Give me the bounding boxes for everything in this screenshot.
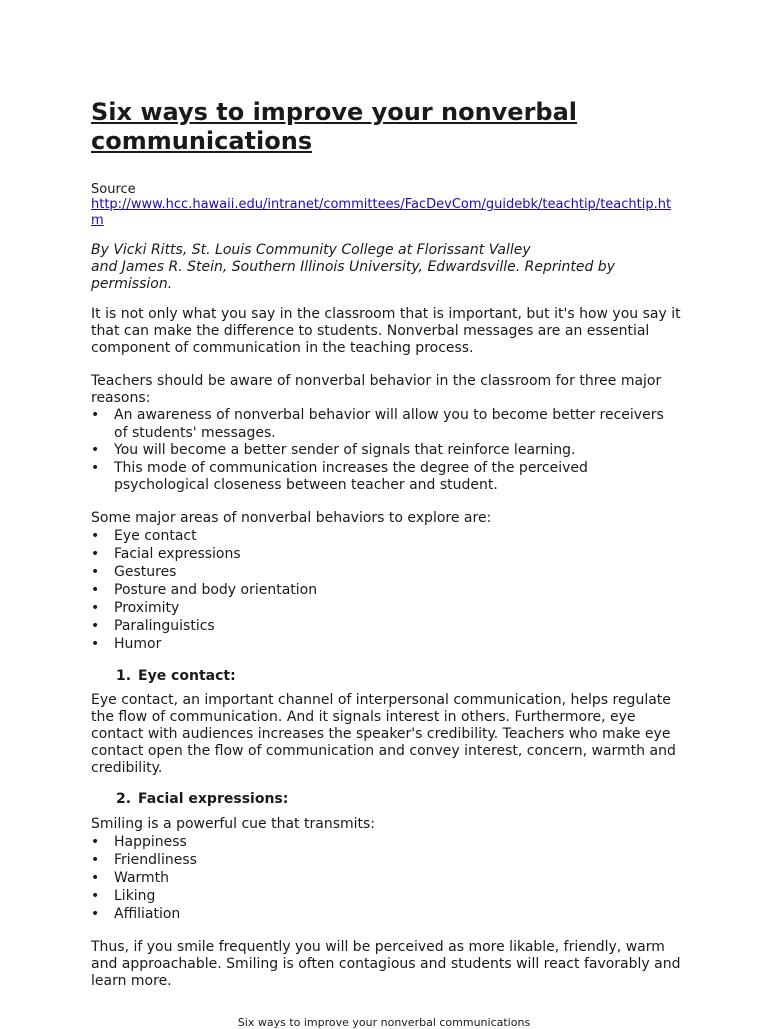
list-item: • Proximity — [91, 599, 681, 617]
list-item: • Gestures — [91, 563, 681, 581]
list-item: • This mode of communication increases the degree of the perceived psychological closeness between teacher and student. — [91, 460, 681, 495]
section2-heading — [91, 791, 706, 808]
list-item: • Posture and body orientation — [91, 581, 681, 599]
section2-closing: Thus, if you smile frequently you will be perceived as more likable, friendly, warm and approachable. Smiling is often contagious and students will react favorably and learn more. — [91, 939, 681, 989]
intro-paragraph: It is not only what you say in the classroom that is important, but it's how you say it that can make the difference to students. Nonverbal messages are an essential component of communication in the teaching process. — [91, 306, 681, 356]
list-item: • Paralinguistics — [91, 617, 681, 635]
document-title: Six ways to improve your nonverbal communications — [91, 98, 578, 155]
list-item: • Facial expressions — [91, 545, 681, 563]
list-item: • Warmth — [91, 869, 681, 887]
list-item: • Liking — [91, 887, 681, 905]
areas-section — [91, 510, 681, 653]
section2-content — [91, 816, 681, 923]
section2-list — [91, 833, 681, 923]
source-link[interactable]: http://www.hcc.hawaii.edu/intranet/committees/FacDevCom/guidebk/teachtip/teachtip.htm — [91, 197, 672, 228]
reasons-section — [91, 373, 681, 495]
section1-heading — [91, 668, 706, 685]
reasons-lead: Teachers should be aware of nonverbal behavior in the classroom for three major reasons: — [91, 373, 662, 406]
byline-line2: and James R. Stein, Southern Illinois University, Edwardsville. Reprinted by permission. — [91, 259, 615, 292]
source-label: Source — [91, 182, 136, 197]
reasons-list — [91, 407, 681, 495]
list-item: • You will become a better sender of signals that reinforce learning. — [91, 442, 681, 460]
list-item: • Friendliness — [91, 851, 681, 869]
list-item: • An awareness of nonverbal behavior will allow you to become better receivers of students' messages. — [91, 407, 681, 442]
section2-lead: Smiling is a powerful cue that transmits: — [91, 816, 376, 832]
byline-line1: By Vicki Ritts, St. Louis Community College at Florissant Valley — [91, 242, 531, 258]
section2-number: 2. — [116, 791, 132, 807]
byline — [91, 242, 681, 293]
section2-heading-text: Facial expressions: — [138, 791, 289, 807]
source-block — [91, 182, 681, 228]
section1-body: Eye contact, an important channel of interpersonal communication, helps regulate the flow of communication. And it signals interest in others. Furthermore, eye contact with audiences increases the speaker's credibility. Teachers who make eye contact open the flow of communication and convey interest, concern, warmth and credibility. — [91, 692, 676, 776]
areas-lead: Some major areas of nonverbal behaviors to explore are: — [91, 510, 492, 526]
list-item: • Affiliation — [91, 905, 681, 923]
page-footer: Six ways to improve your nonverbal communications — [237, 1016, 531, 1029]
list-item: • Eye contact — [91, 527, 681, 545]
section1-heading-text: Eye contact: — [138, 668, 236, 684]
section1-number: 1. — [116, 668, 132, 684]
areas-list — [91, 527, 681, 653]
list-item: • Humor — [91, 635, 681, 653]
list-item: • Happiness — [91, 833, 681, 851]
